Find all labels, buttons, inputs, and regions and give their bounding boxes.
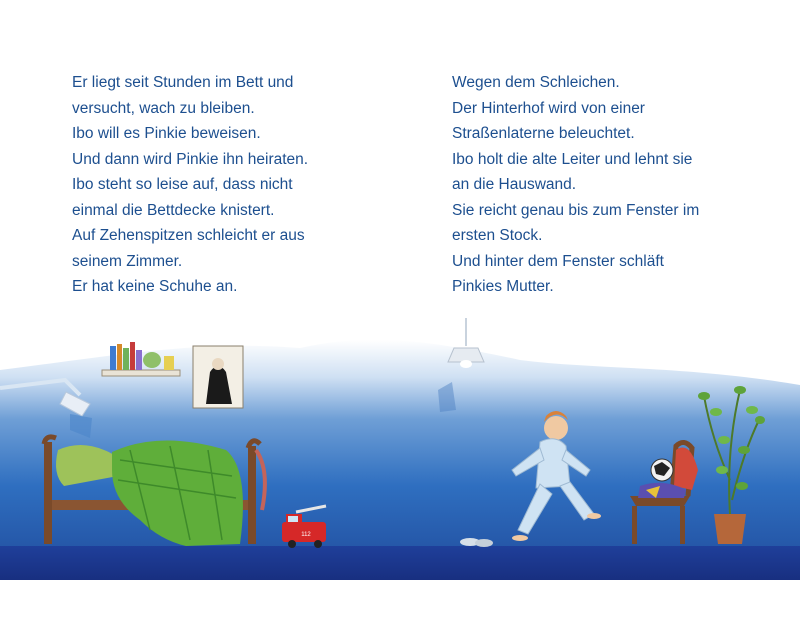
text-line: Wegen dem Schleichen. [452, 74, 620, 91]
right-text-column [452, 70, 772, 300]
text-line: an die Hauswand. [452, 176, 577, 193]
illustration-canvas [0, 300, 800, 580]
text-line: Und dann wird Pinkie ihn heiraten. [72, 150, 309, 168]
book-shelf [102, 342, 180, 376]
wall-poster [193, 346, 243, 408]
text-line: versucht, wach zu bleiben. [72, 99, 255, 117]
text-line: einmal die Bettdecke knistert. [72, 201, 275, 219]
text-line: Sie reicht genau bis zum Fenster im [452, 201, 700, 219]
text-line: Auf Zehenspitzen schleicht er aus [72, 227, 305, 244]
text-line: Straßenlaterne beleuchtet. [452, 125, 635, 142]
text-line: Pinkies Mutter. [452, 278, 554, 295]
text-line: Er liegt seit Stunden im Bett und [72, 74, 294, 91]
text-line: ersten Stock. [452, 227, 543, 244]
text-line: Ibo steht so leise auf, dass nicht [72, 176, 293, 193]
text-line: Und hinter dem Fenster schläft [452, 252, 664, 270]
text-line: Er hat keine Schuhe an. [72, 278, 238, 295]
fire-truck-number: 112 [301, 532, 311, 538]
text-line: Ibo will es Pinkie beweisen. [72, 125, 261, 142]
text-line: Der Hinterhof wird von einer [452, 99, 645, 117]
floor [0, 546, 800, 580]
text-line: Ibo holt die alte Leiter und lehnt sie [452, 150, 693, 168]
left-text-column [72, 70, 392, 300]
text-line: seinem Zimmer. [72, 252, 183, 270]
bedroom-illustration [0, 300, 800, 580]
